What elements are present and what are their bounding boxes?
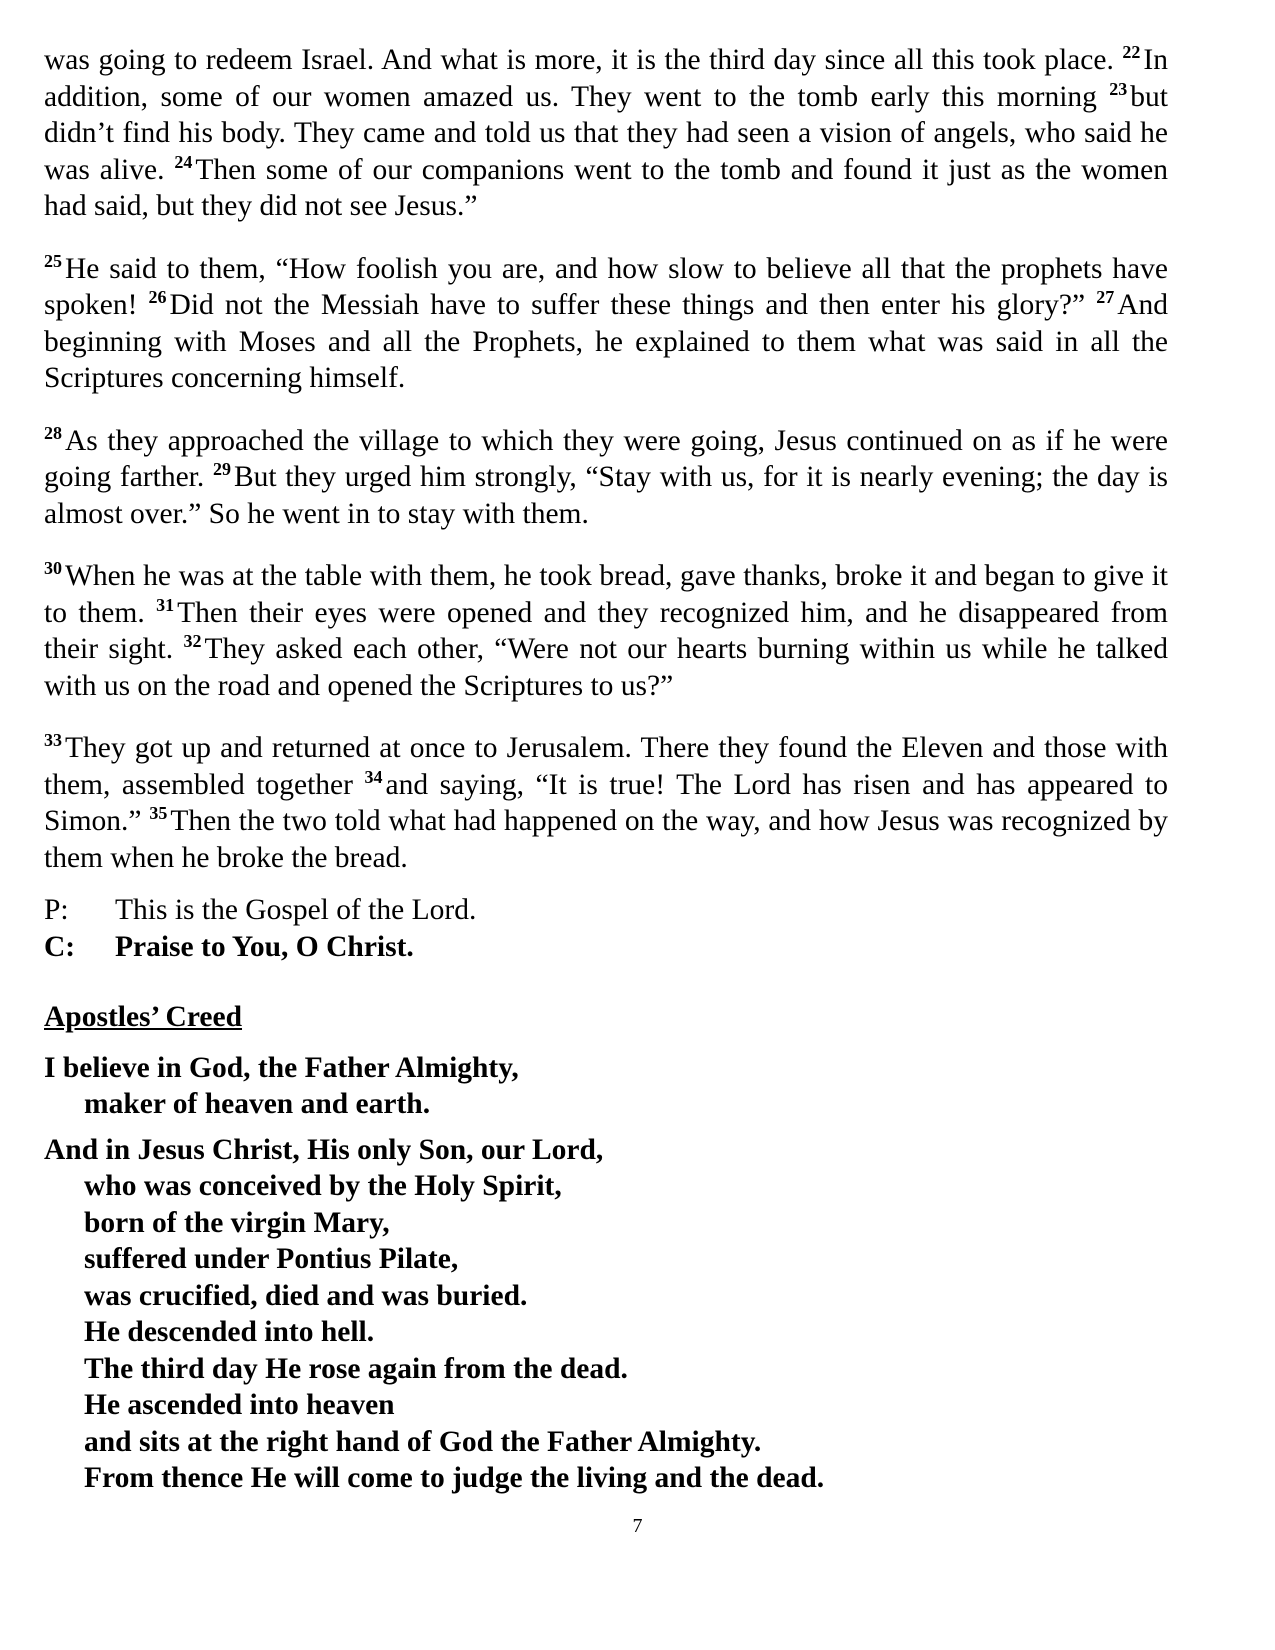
- verse-text: Then some of our companions went to the tomb and found it just as the women had said, but they did not see Jesus.”: [44, 153, 1168, 222]
- creed-line: and sits at the right hand of God the Father Almighty.: [84, 1425, 762, 1458]
- verse-number: 28: [44, 422, 62, 443]
- verse-number: 26: [148, 287, 167, 307]
- creed-line: He descended into hell.: [84, 1316, 375, 1348]
- creed-line: He ascended into heaven: [84, 1389, 395, 1421]
- verse-number: 23: [1109, 78, 1128, 99]
- verse-text: Then the two told what had happened on the way, and how Jesus was recognized by them when he broke the bread.: [44, 805, 1168, 874]
- verse-number: 22: [1122, 42, 1141, 62]
- creed-line: And in Jesus Christ, His only Son, our Lord,: [44, 1133, 604, 1166]
- verse-number: 30: [44, 558, 62, 578]
- verse-text: They got up and returned at once to Jerusalem. There they found the Eleven and those with them, assembled together: [44, 732, 1168, 801]
- scripture-paragraph: [44, 558, 1168, 704]
- creed-line: From thence He will come to judge the living and the dead.: [84, 1462, 825, 1494]
- creed-line: I believe in God, the Father Almighty,: [44, 1051, 519, 1084]
- creed-text: [44, 1050, 1168, 1497]
- verse-text: When he was at the table with them, he took bread, gave thanks, broke it and began to give it to them.: [44, 560, 1168, 629]
- creed-stanza: [44, 1132, 1168, 1497]
- creed-stanza: [44, 1050, 1168, 1123]
- verse-number: 32: [183, 631, 202, 651]
- verse-text: And beginning with Moses and all the Prophets, he explained to them what was said in all the Scriptures concerning himself.: [44, 289, 1168, 394]
- verse-number: 25: [44, 250, 62, 271]
- creed-line: born of the virgin Mary,: [84, 1206, 390, 1239]
- creed-line: The third day He rose again from the dead.: [84, 1352, 628, 1385]
- congregation-response: [44, 929, 1168, 966]
- verse-number: 27: [1096, 287, 1115, 307]
- pastor-response: [44, 892, 1168, 929]
- verse-number: 35: [149, 803, 168, 823]
- verse-number: 31: [156, 594, 175, 615]
- verse-number: 24: [174, 151, 193, 172]
- scripture-paragraph: [44, 423, 1168, 533]
- verse-number: 29: [212, 459, 231, 479]
- scripture-paragraph: [44, 251, 1168, 397]
- gospel-reading: [44, 42, 1168, 876]
- verse-text: Did not the Messiah have to suffer these things and then enter his glory?”: [169, 289, 1097, 321]
- verse-text: As they approached the village to which they were going, Jesus continued on as if he were going farther.: [44, 424, 1168, 493]
- verse-text: and saying, “It is true! The Lord has risen and has appeared to Simon.”: [44, 768, 1168, 837]
- verse-text: Then their eyes were opened and they recognized him, and he disappeared from their sight.: [44, 596, 1168, 665]
- speaker-label: C:: [44, 930, 76, 963]
- gospel-responses: [44, 892, 1168, 965]
- speaker-label: P:: [44, 894, 69, 926]
- verse-text: But they urged him strongly, “Stay with us, for it is nearly evening; the day is almost over.” So he went in to stay with them.: [44, 461, 1168, 530]
- creed-line: was crucified, died and was buried.: [84, 1279, 528, 1312]
- response-text: Praise to You, O Christ.: [115, 930, 414, 963]
- creed-line: suffered under Pontius Pilate,: [84, 1243, 459, 1275]
- verse-number: 33: [44, 730, 62, 750]
- response-text: This is the Gospel of the Lord.: [115, 894, 477, 926]
- creed-line: who was conceived by the Holy Spirit,: [84, 1170, 562, 1202]
- verse-text: He said to them, “How foolish you are, and how slow to believe all that the prophets have spoken!: [44, 252, 1168, 321]
- creed-heading: Apostles’ Creed: [44, 1001, 243, 1033]
- page-number: 7: [632, 1515, 643, 1537]
- verse-text: but didn’t find his body. They came and told us that they had seen a vision of angels, who said he was alive.: [44, 80, 1168, 186]
- verse-text: In addition, some of our women amazed us. They went to the tomb early this morning: [44, 44, 1168, 113]
- verse-text: They asked each other, “Were not our hearts burning within us while he talked with us on the road and opened the Scriptures to us?”: [44, 633, 1169, 702]
- verse-text: was going to redeem Israel. And what is more, it is the third day since all this took place.: [44, 44, 1123, 76]
- creed-line: maker of heaven and earth.: [84, 1088, 431, 1120]
- bulletin-page: [44, 42, 1168, 1506]
- scripture-paragraph: [44, 730, 1168, 876]
- verse-number: 34: [364, 766, 383, 787]
- scripture-paragraph: [44, 42, 1168, 225]
